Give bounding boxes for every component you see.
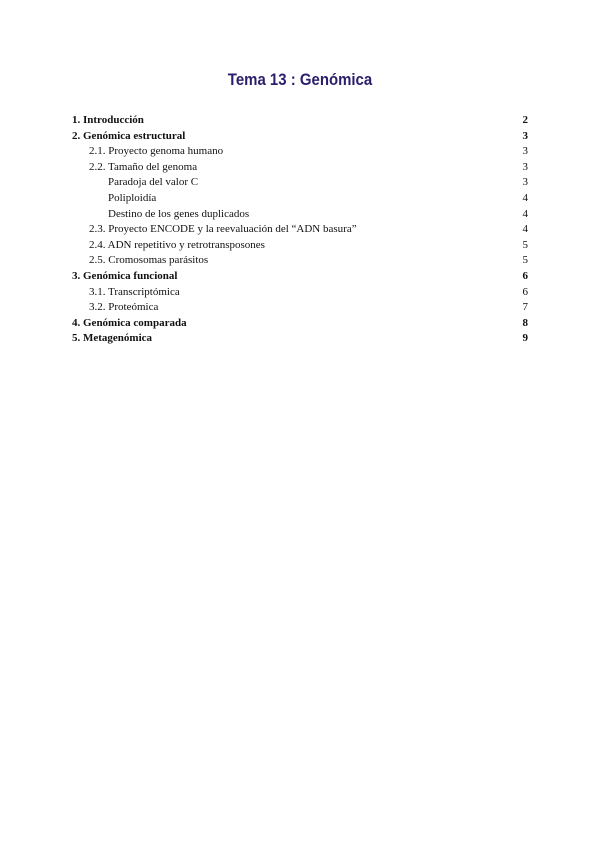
toc-entry-label: 3.2. Proteómica [89,301,159,314]
toc-entry-page: 3 [522,129,528,142]
toc-entry-page: 4 [522,223,528,236]
toc-entry-page: 3 [522,176,528,189]
toc-entry[interactable] [72,207,528,223]
toc-entry-label: 2.1. Proyecto genoma humano [89,145,224,158]
toc-entry[interactable] [72,191,528,207]
toc-entry[interactable] [72,175,528,191]
toc-entry-label: 4. Genómica comparada [72,316,187,329]
toc-entry-label: Destino de los genes duplicados [108,207,250,220]
toc-entry-label: 2.5. Cromosomas parásitos [89,254,209,267]
toc-entry[interactable] [72,253,528,269]
toc-entry-page: 6 [522,285,528,298]
toc-entry[interactable] [72,129,528,145]
toc-entry-page: 5 [522,238,528,251]
toc-entry-page: 3 [522,160,528,173]
toc-entry-label: 3. Genómica funcional [72,269,178,282]
toc-entry[interactable] [72,300,528,316]
toc-entry-page: 6 [522,269,528,282]
toc-entry[interactable] [72,160,528,176]
toc-entry-page: 4 [522,191,528,204]
toc-entry-label: 2.3. Proyecto ENCODE y la reevaluación del “ADN basura” [89,223,357,236]
toc-entry-label: 1. Introducción [72,114,144,126]
toc-entry-page: 2 [522,114,528,126]
toc-entry[interactable] [72,331,528,347]
toc-entry[interactable] [72,222,528,238]
toc-entry-label: 2.4. ADN repetitivo y retrotransposones [89,238,265,251]
toc-entry-label: Poliploidía [108,191,157,204]
toc-entry-label: 3.1. Transcriptómica [89,285,180,298]
document-title: Tema 13 : Genómica [227,70,373,89]
toc-entry[interactable] [72,113,528,129]
toc-entry-page: 3 [522,145,528,158]
toc-entry-label: 5. Metagenómica [72,332,153,345]
toc-entry-label: 2. Genómica estructural [72,129,186,142]
toc-entry-page: 5 [522,254,528,267]
toc-entry[interactable] [72,238,528,254]
toc-entry-page: 7 [522,301,528,314]
toc-entry-label: Paradoja del valor C [108,176,199,189]
table-of-contents [72,113,528,347]
toc-entry-label: 2.2. Tamaño del genoma [89,160,198,173]
toc-entry[interactable] [72,285,528,301]
toc-entry[interactable] [72,144,528,160]
toc-entry-page: 4 [522,207,528,220]
toc-entry-page: 9 [522,332,528,345]
toc-entry[interactable] [72,316,528,332]
toc-entry[interactable] [72,269,528,285]
toc-entry-page: 8 [522,316,528,329]
